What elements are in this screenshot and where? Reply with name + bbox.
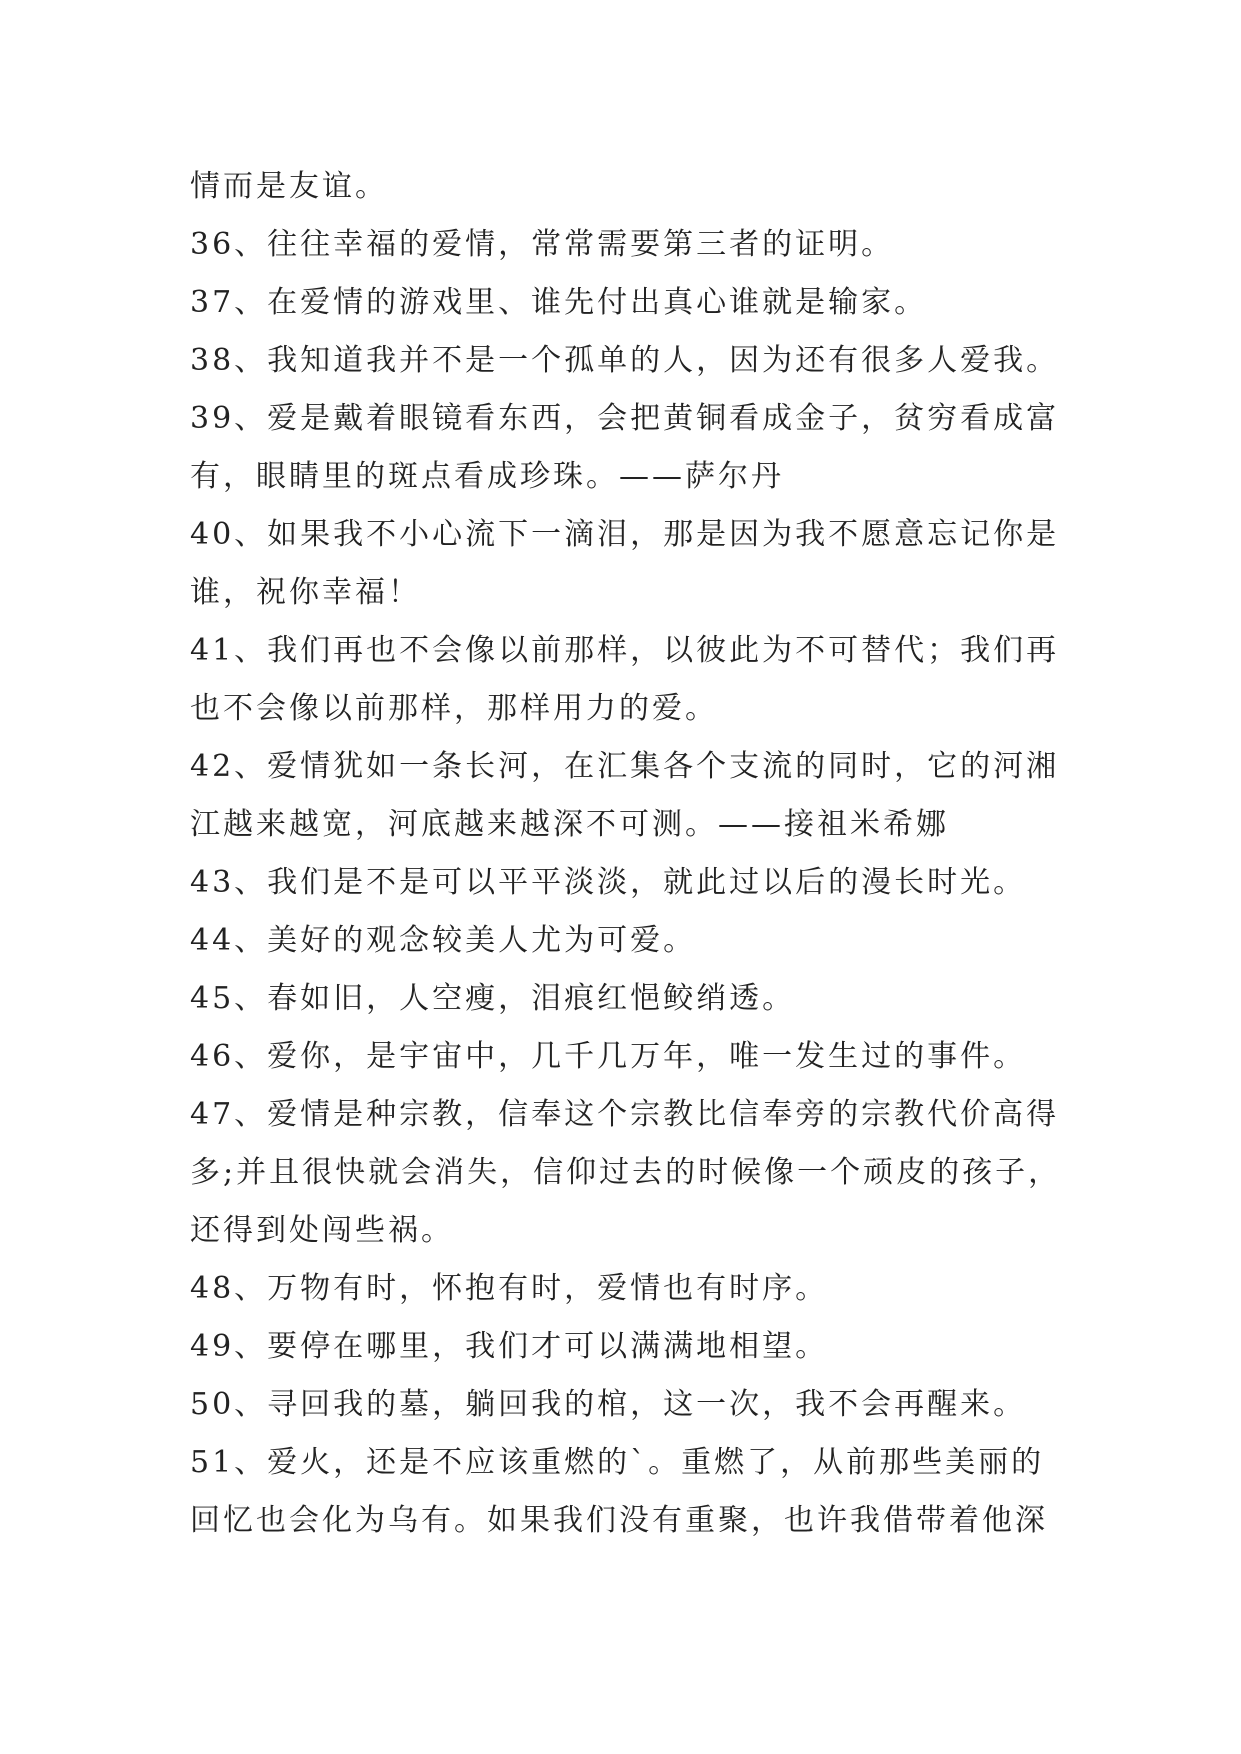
text-line: 40、如果我不小心流下一滴泪，那是因为我不愿意忘记你是	[190, 517, 1060, 552]
text-line: 37、在爱情的游戏里、谁先付出真心谁就是输家。	[190, 285, 928, 320]
text-line: 45、春如旧，人空瘦，泪痕红悒鲛绡透。	[190, 981, 796, 1016]
text-line: 49、要停在哪里，我们才可以满满地相望。	[190, 1329, 829, 1364]
text-line: 43、我们是不是可以平平淡淡，就此过以后的漫长时光。	[190, 865, 1027, 900]
text-line: 46、爱你，是宇宙中，几千几万年，唯一发生过的事件。	[190, 1039, 1027, 1074]
text-line: 50、寻回我的墓，躺回我的棺，这一次，我不会再醒来。	[190, 1387, 1027, 1422]
text-line: 44、美好的观念较美人尤为可爱。	[190, 923, 697, 958]
text-line: 江越来越宽，河底越来越深不可测。——接祖米希娜	[190, 807, 949, 842]
text-line: 39、爱是戴着眼镜看东西，会把黄铜看成金子，贫穷看成富	[190, 401, 1060, 436]
text-line: 36、往往幸福的爱情，常常需要第三者的证明。	[190, 227, 895, 262]
text-line: 51、爱火，还是不应该重燃的`。重燃了，从前那些美丽的	[190, 1445, 1045, 1480]
text-line: 情而是友谊。	[190, 169, 388, 204]
text-line: 38、我知道我并不是一个孤单的人，因为还有很多人爱我。	[190, 343, 1060, 378]
text-line: 谁，祝你幸福！	[190, 575, 421, 610]
text-line: 也不会像以前那样，那样用力的爱。	[190, 691, 718, 726]
text-line: 还得到处闯些祸。	[190, 1213, 454, 1248]
text-line: 有，眼睛里的斑点看成珍珠。——萨尔丹	[190, 459, 784, 494]
text-line: 多;并且很快就会消失，信仰过去的时候像一个顽皮的孩子，	[190, 1155, 1062, 1190]
text-line: 回忆也会化为乌有。如果我们没有重聚，也许我借带着他深	[190, 1503, 1048, 1538]
text-line: 47、爱情是种宗教，信奉这个宗教比信奉旁的宗教代价高得	[190, 1097, 1060, 1132]
text-line: 48、万物有时，怀抱有时，爱情也有时序。	[190, 1271, 829, 1306]
document-body	[190, 158, 1070, 1550]
text-line: 41、我们再也不会像以前那样，以彼此为不可替代；我们再	[190, 633, 1060, 668]
text-line: 42、爱情犹如一条长河，在汇集各个支流的同时，它的河湘	[190, 749, 1060, 784]
